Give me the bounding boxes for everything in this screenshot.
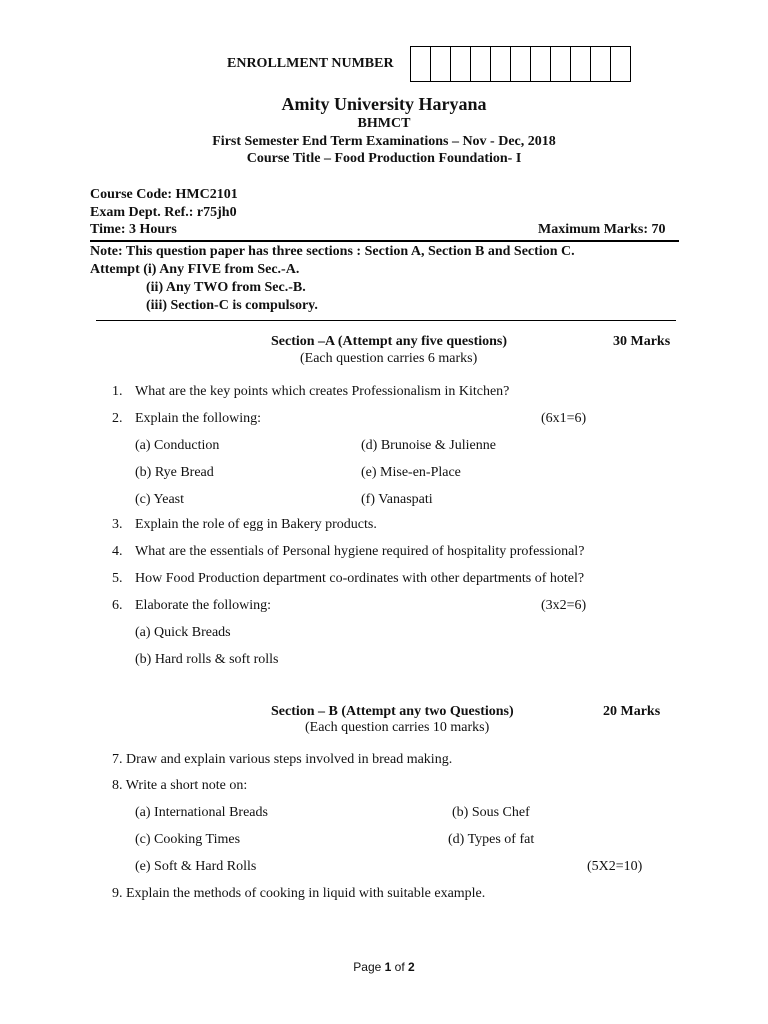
note-line-3: (ii) Any TWO from Sec.-B. xyxy=(146,280,306,295)
q2-marks: (6x1=6) xyxy=(541,411,587,426)
page-indicator xyxy=(0,960,768,974)
q5-text: How Food Production department co-ordinates with other departments of hotel? xyxy=(135,571,585,586)
header-divider xyxy=(90,240,679,242)
q9-text: 9. Explain the methods of cooking in liquid with suitable example. xyxy=(112,886,486,901)
section-b-marks: 20 Marks xyxy=(603,704,661,719)
enrollment-digit-box[interactable] xyxy=(450,46,471,82)
q2-option-d: (d) Brunoise & Julienne xyxy=(361,438,496,453)
note-divider xyxy=(96,320,676,321)
q7-text: 7. Draw and explain various steps involved in bread making. xyxy=(112,752,453,767)
q2-text: Explain the following: xyxy=(135,411,261,426)
q4-number: 4. xyxy=(112,544,123,559)
enrollment-digit-box[interactable] xyxy=(570,46,591,82)
section-a-subtitle: (Each question carries 6 marks) xyxy=(300,351,478,366)
enrollment-digit-box[interactable] xyxy=(550,46,571,82)
q8-option-e: (e) Soft & Hard Rolls xyxy=(135,859,257,874)
q8-option-c: (c) Cooking Times xyxy=(135,832,241,847)
q1-number: 1. xyxy=(112,384,123,399)
section-b-subtitle: (Each question carries 10 marks) xyxy=(305,720,490,735)
page-of: of xyxy=(391,960,409,974)
q2-option-e: (e) Mise-en-Place xyxy=(361,465,461,480)
enrollment-digit-box[interactable] xyxy=(430,46,451,82)
q2-option-a: (a) Conduction xyxy=(135,438,220,453)
program-name: BHMCT xyxy=(357,116,411,131)
enrollment-digit-box[interactable] xyxy=(590,46,611,82)
q6-text: Elaborate the following: xyxy=(135,598,272,613)
enrollment-number-boxes[interactable] xyxy=(411,46,631,82)
q8-option-d: (d) Types of fat xyxy=(448,832,535,847)
q5-number: 5. xyxy=(112,571,123,586)
enrollment-digit-box[interactable] xyxy=(470,46,491,82)
enrollment-digit-box[interactable] xyxy=(530,46,551,82)
exam-title: First Semester End Term Examinations – Nov - Dec, 2018 xyxy=(212,134,556,149)
q8-text: 8. Write a short note on: xyxy=(112,778,248,793)
max-marks: Maximum Marks: 70 xyxy=(538,222,666,237)
note-line-4: (iii) Section-C is compulsory. xyxy=(146,298,318,313)
note-line-2: Attempt (i) Any FIVE from Sec.-A. xyxy=(90,262,300,277)
section-a-title: Section –A (Attempt any five questions) xyxy=(271,334,508,349)
enrollment-label: ENROLLMENT NUMBER xyxy=(227,56,394,71)
page-number: 1 xyxy=(384,960,392,974)
q6-option-b: (b) Hard rolls & soft rolls xyxy=(135,652,279,667)
enrollment-digit-box[interactable] xyxy=(490,46,511,82)
q6-number: 6. xyxy=(112,598,123,613)
enrollment-digit-box[interactable] xyxy=(410,46,431,82)
exam-time: Time: 3 Hours xyxy=(90,222,177,237)
q4-text: What are the essentials of Personal hygiene required of hospitality professional? xyxy=(135,544,585,559)
note-line-1: Note: This question paper has three sections : Section A, Section B and Section C. xyxy=(90,244,575,259)
q8-option-a: (a) International Breads xyxy=(135,805,268,820)
page-prefix: Page xyxy=(353,960,385,974)
section-b-title: Section – B (Attempt any two Questions) xyxy=(271,704,514,719)
q6-option-a: (a) Quick Breads xyxy=(135,625,231,640)
q6-marks: (3x2=6) xyxy=(541,598,587,613)
university-name: Amity University Haryana xyxy=(281,94,487,114)
q8-marks: (5X2=10) xyxy=(587,859,643,874)
q2-number: 2. xyxy=(112,411,123,426)
q3-number: 3. xyxy=(112,517,123,532)
q2-option-f: (f) Vanaspati xyxy=(361,492,433,507)
q1-text: What are the key points which creates Professionalism in Kitchen? xyxy=(135,384,510,399)
enrollment-digit-box[interactable] xyxy=(510,46,531,82)
section-a-marks: 30 Marks xyxy=(613,334,671,349)
exam-ref: Exam Dept. Ref.: r75jh0 xyxy=(90,205,237,220)
q2-option-b: (b) Rye Bread xyxy=(135,465,214,480)
course-title: Course Title – Food Production Foundation- I xyxy=(246,151,522,166)
course-code: Course Code: HMC2101 xyxy=(90,187,238,202)
q8-option-b: (b) Sous Chef xyxy=(452,805,530,820)
page-total: 2 xyxy=(408,960,415,974)
enrollment-digit-box[interactable] xyxy=(610,46,631,82)
q3-text: Explain the role of egg in Bakery products. xyxy=(135,517,377,532)
q2-option-c: (c) Yeast xyxy=(135,492,184,507)
